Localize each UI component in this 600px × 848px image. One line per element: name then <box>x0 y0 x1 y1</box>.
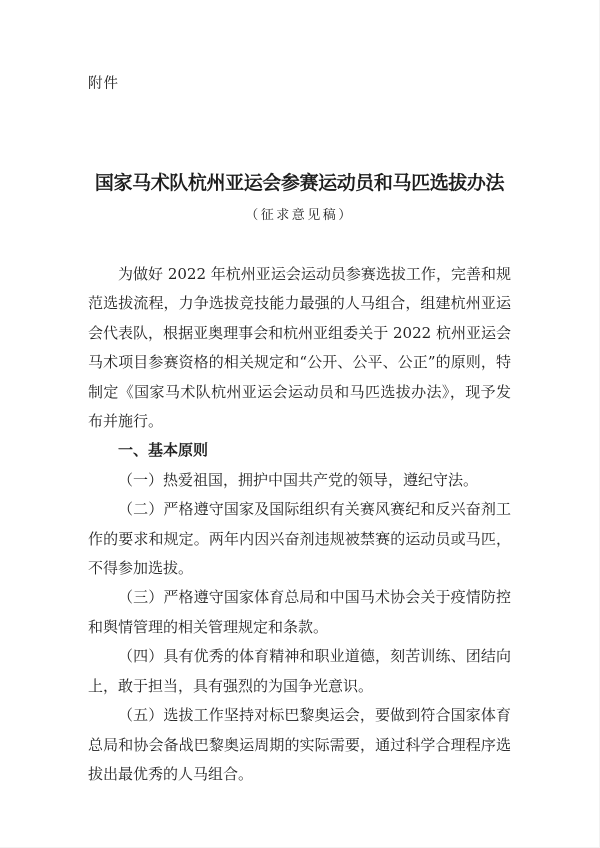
paragraph-principle-5: （五）选拔工作坚持对标巴黎奥运会，要做到符合国家体育总局和协会备战巴黎奥运周期的实际需要，通过科学合理程序选拔出最优秀的人马组合。 <box>88 706 511 783</box>
paragraph-principle-4: （四）具有优秀的体育精神和职业道德，刻苦训练、团结向上，敢于担当，具有强烈的为国争光意识。 <box>88 647 511 695</box>
document-title: 国家马术队杭州亚运会参赛运动员和马匹选拔办法 <box>94 172 505 194</box>
paragraph-principle-2: （二）严格遵守国家及国际组织有关赛风赛纪和反兴奋剂工作的要求和规定。两年内因兴奋剂违规被禁赛的运动员或马匹，不得参加选拔。 <box>88 500 511 578</box>
paragraph-intro: 为做好 2022 年杭州亚运会运动员参赛选拔工作，完善和规范选拔流程，力争选拔竞技能力最强的人马组合，组建杭州亚运会代表队，根据亚奥理事会和杭州亚组委关于 2022 杭州亚运会马术项目参赛资格的相关规定和“公开、公平、公正”的原则，特制定《国家马术队杭州亚运会运动员和马匹选拔办法》，现予发布并施行。 <box>88 265 511 431</box>
section-heading-basic-principles: 一、基本原则 <box>118 441 209 460</box>
paragraph-principle-1: （一）热爱祖国，拥护中国共产党的领导，遵纪守法。 <box>118 470 479 489</box>
document-body <box>88 260 511 789</box>
paragraph-principle-3: （三）严格遵守国家体育总局和中国马术协会关于疫情防控和舆情管理的相关管理规定和条款。 <box>88 588 511 636</box>
document-subtitle: （征求意见稿） <box>245 208 354 223</box>
attachment-label: 附件 <box>88 76 119 92</box>
